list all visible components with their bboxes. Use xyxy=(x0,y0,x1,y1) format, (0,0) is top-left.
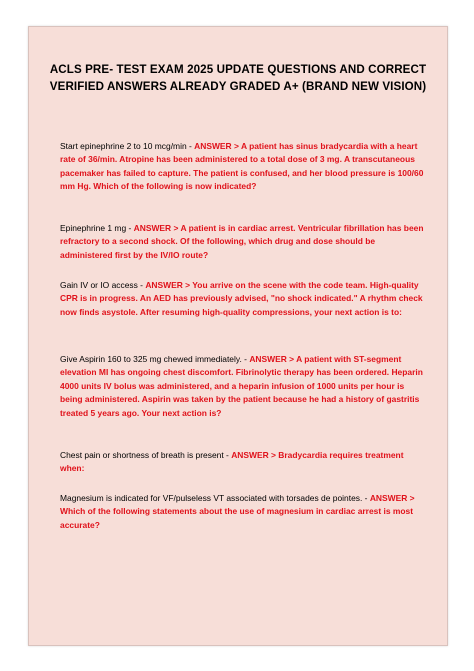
entry-question-text: Magnesium is indicated for VF/pulseless VT associated with torsades de pointes. - xyxy=(60,493,370,503)
document-page xyxy=(28,26,448,646)
qa-entry-3 xyxy=(60,279,428,319)
entry-answer-text: ANSWER > Bradycardia requires treatment when: xyxy=(60,450,404,474)
entry-answer-text: ANSWER > Which of the following statements about the use of magnesium in cardiac arrest is most accurate? xyxy=(60,493,415,530)
entry-answer-text: ANSWER > You arrive on the scene with the code team. High-quality CPR is in progress. An AED has previously advised, "no shock indicated." A rhythm check now finds asystole. After resuming high-quality compressions, your next action is to: xyxy=(60,280,423,317)
qa-entry-5 xyxy=(60,449,428,476)
qa-entry-2 xyxy=(60,222,428,262)
entry-question-text: Gain IV or IO access - xyxy=(60,280,146,290)
entry-answer-text: ANSWER > A patient has sinus bradycardia with a heart rate of 36/min. Atropine has been administered to a total dose of 3 mg. A transcutaneous pacemaker has failed to capture. The patient is confused, and her blood pressure is 100/60 mm Hg. Which of the following is now indicated? xyxy=(60,141,424,192)
entry-question-text: Give Aspirin 160 to 325 mg chewed immediately. - xyxy=(60,354,250,364)
page-title: ACLS PRE- TEST EXAM 2025 UPDATE QUESTIONS AND CORRECT VERIFIED ANSWERS ALREADY GRADED A+ (BRAND NEW VISION) xyxy=(49,63,427,93)
entry-question-text: Epinephrine 1 mg - xyxy=(60,223,134,233)
qa-entry-1 xyxy=(60,140,428,194)
qa-entry-6 xyxy=(60,492,428,532)
entry-question-text: Start epinephrine 2 to 10 mcg/min - xyxy=(60,141,195,151)
qa-entry-4 xyxy=(60,353,428,420)
entry-answer-text: ANSWER > A patient with ST-segment elevation MI has ongoing chest discomfort. Fibrinolytic therapy has been ordered. Heparin 4000 units IV bolus was administered, and a heparin infusion of 1000 units per hour is being administered. Aspirin was taken by the patient because he had a history of gastritis treated 5 years ago. Your next action is? xyxy=(60,354,423,418)
entry-question-text: Chest pain or shortness of breath is present - xyxy=(60,450,232,460)
entry-answer-text: ANSWER > A patient is in cardiac arrest. Ventricular fibrillation has been refractory to a second shock. Of the following, which drug and dose should be administered first by the IV/IO route? xyxy=(60,223,424,260)
